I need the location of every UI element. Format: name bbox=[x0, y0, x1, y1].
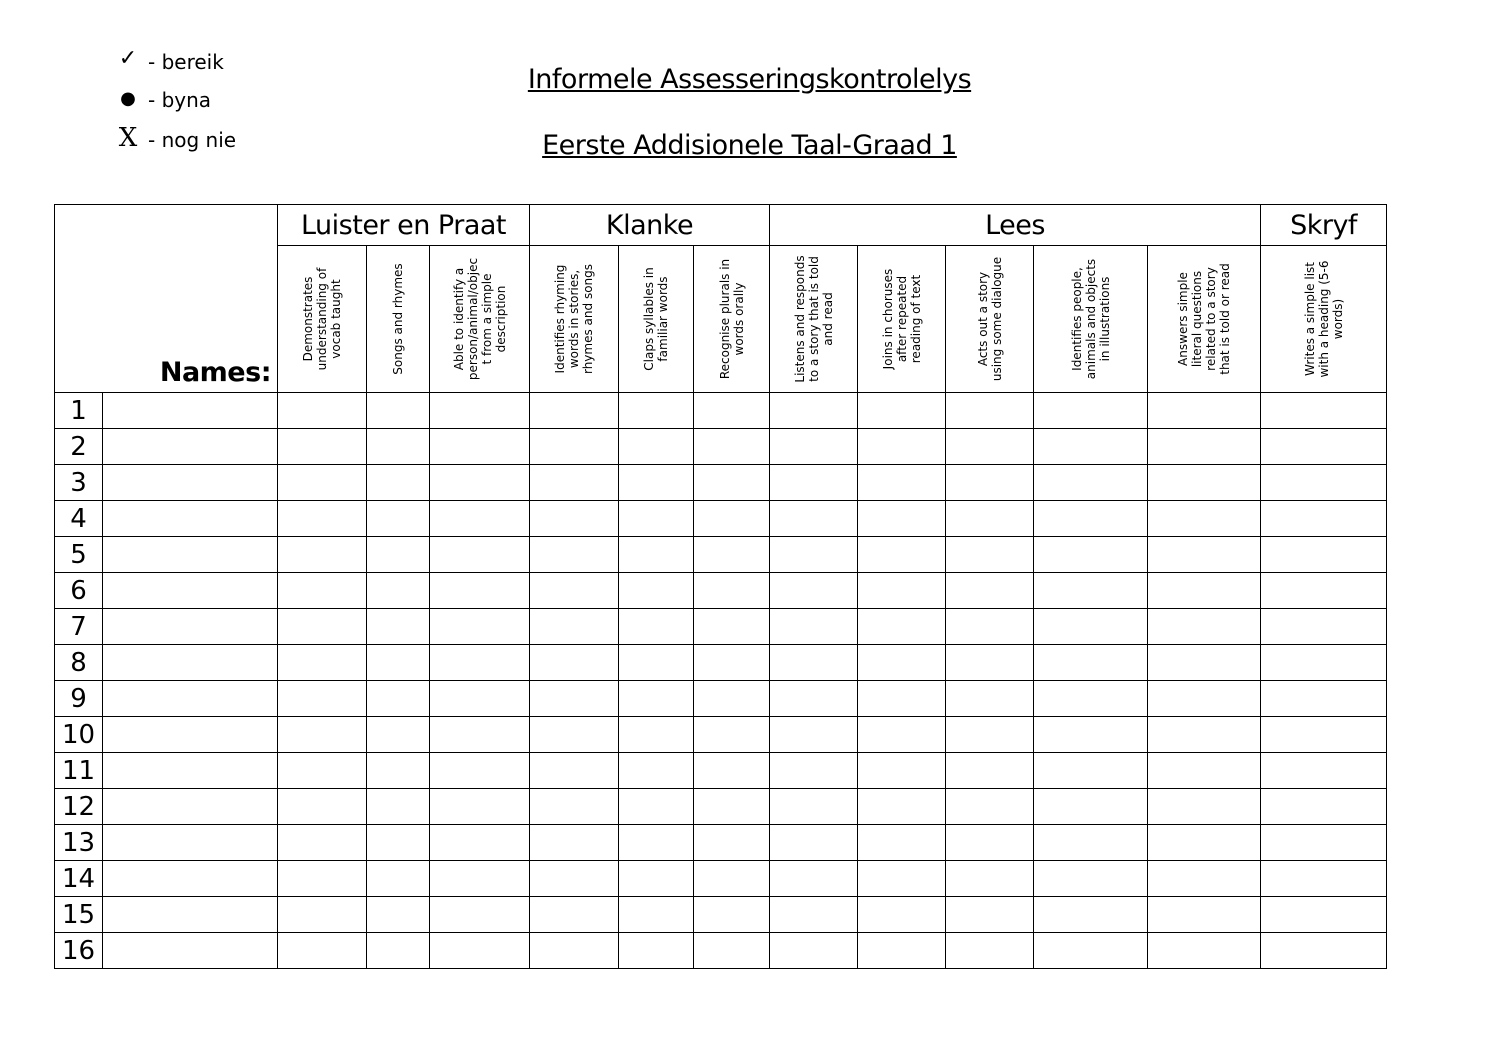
assessment-cell[interactable] bbox=[1261, 645, 1387, 681]
criterion-header bbox=[770, 246, 858, 393]
criterion-label: Recognise plurals in words orally bbox=[717, 258, 746, 380]
row-number: 7 bbox=[55, 609, 103, 645]
assessment-cell[interactable] bbox=[770, 681, 858, 717]
assessment-cell[interactable] bbox=[858, 789, 946, 825]
criterion-label: Acts out a story using some dialogue bbox=[975, 256, 1004, 382]
assessment-cell[interactable] bbox=[694, 933, 770, 969]
name-cell[interactable] bbox=[103, 501, 278, 537]
assessment-cell[interactable] bbox=[278, 609, 367, 645]
assessment-cell[interactable] bbox=[946, 789, 1034, 825]
assessment-cell[interactable] bbox=[946, 825, 1034, 861]
assessment-cell[interactable] bbox=[694, 573, 770, 609]
row-number: 6 bbox=[55, 573, 103, 609]
criterion-label: Listens and responds to a story that is told and read bbox=[792, 255, 835, 383]
assessment-cell[interactable] bbox=[694, 825, 770, 861]
assessment-cell[interactable] bbox=[1034, 897, 1148, 933]
assessment-cell[interactable] bbox=[694, 753, 770, 789]
assessment-cell[interactable] bbox=[1034, 537, 1148, 573]
assessment-cell[interactable] bbox=[770, 897, 858, 933]
assessment-cell[interactable] bbox=[694, 609, 770, 645]
assessment-cell[interactable] bbox=[530, 429, 619, 465]
assessment-cell[interactable] bbox=[367, 933, 430, 969]
assessment-cell[interactable] bbox=[694, 717, 770, 753]
assessment-cell[interactable] bbox=[858, 933, 946, 969]
table-row bbox=[55, 681, 1387, 717]
name-cell[interactable] bbox=[103, 645, 278, 681]
group-header: Luister en Praat bbox=[278, 205, 530, 246]
assessment-cell[interactable] bbox=[770, 789, 858, 825]
assessment-cell[interactable] bbox=[430, 753, 530, 789]
assessment-cell[interactable] bbox=[530, 465, 619, 501]
assessment-cell[interactable] bbox=[1148, 501, 1261, 537]
names-label: Names: bbox=[159, 357, 271, 388]
name-cell[interactable] bbox=[103, 717, 278, 753]
assessment-cell[interactable] bbox=[1034, 429, 1148, 465]
assessment-cell[interactable] bbox=[619, 501, 694, 537]
assessment-cell[interactable] bbox=[530, 609, 619, 645]
assessment-cell[interactable] bbox=[430, 609, 530, 645]
assessment-cell[interactable] bbox=[946, 573, 1034, 609]
assessment-cell[interactable] bbox=[1261, 717, 1387, 753]
assessment-cell[interactable] bbox=[430, 573, 530, 609]
assessment-cell[interactable] bbox=[946, 753, 1034, 789]
row-number: 13 bbox=[55, 825, 103, 861]
assessment-cell[interactable] bbox=[367, 465, 430, 501]
assessment-cell[interactable] bbox=[530, 501, 619, 537]
assessment-cell[interactable] bbox=[1148, 465, 1261, 501]
assessment-cell[interactable] bbox=[1034, 933, 1148, 969]
assessment-cell[interactable] bbox=[1261, 825, 1387, 861]
group-header: Skryf bbox=[1261, 205, 1387, 246]
table-row bbox=[55, 861, 1387, 897]
assessment-cell[interactable] bbox=[619, 681, 694, 717]
assessment-cell[interactable] bbox=[858, 753, 946, 789]
assessment-cell[interactable] bbox=[530, 861, 619, 897]
assessment-cell[interactable] bbox=[1034, 393, 1148, 429]
assessment-cell[interactable] bbox=[1034, 861, 1148, 897]
group-header: Lees bbox=[770, 205, 1261, 246]
names-header bbox=[55, 205, 278, 393]
row-number: 9 bbox=[55, 681, 103, 717]
criterion-header bbox=[946, 246, 1034, 393]
assessment-cell[interactable] bbox=[430, 429, 530, 465]
assessment-cell[interactable] bbox=[1261, 753, 1387, 789]
name-cell[interactable] bbox=[103, 429, 278, 465]
assessment-cell[interactable] bbox=[619, 717, 694, 753]
criterion-label: Identifies people, animals and objects in illustrations bbox=[1069, 258, 1112, 380]
table-row bbox=[55, 717, 1387, 753]
table-row bbox=[55, 789, 1387, 825]
assessment-cell[interactable] bbox=[1148, 609, 1261, 645]
criterion-header bbox=[694, 246, 770, 393]
assessment-cell[interactable] bbox=[278, 825, 367, 861]
assessment-cell[interactable] bbox=[694, 465, 770, 501]
row-number: 16 bbox=[55, 933, 103, 969]
table-row bbox=[55, 465, 1387, 501]
assessment-cell[interactable] bbox=[278, 429, 367, 465]
assessment-cell[interactable] bbox=[1034, 501, 1148, 537]
row-number: 4 bbox=[55, 501, 103, 537]
assessment-cell[interactable] bbox=[858, 897, 946, 933]
row-number: 14 bbox=[55, 861, 103, 897]
assessment-cell[interactable] bbox=[694, 429, 770, 465]
assessment-cell[interactable] bbox=[530, 825, 619, 861]
assessment-cell[interactable] bbox=[1148, 573, 1261, 609]
assessment-cell[interactable] bbox=[278, 645, 367, 681]
assessment-cell[interactable] bbox=[367, 861, 430, 897]
table-row bbox=[55, 573, 1387, 609]
assessment-cell[interactable] bbox=[946, 609, 1034, 645]
assessment-cell[interactable] bbox=[1034, 681, 1148, 717]
assessment-cell[interactable] bbox=[770, 573, 858, 609]
assessment-cell[interactable] bbox=[619, 537, 694, 573]
table-row bbox=[55, 897, 1387, 933]
assessment-cell[interactable] bbox=[367, 681, 430, 717]
name-cell[interactable] bbox=[103, 465, 278, 501]
assessment-cell[interactable] bbox=[1261, 933, 1387, 969]
assessment-cell[interactable] bbox=[946, 861, 1034, 897]
assessment-cell[interactable] bbox=[367, 609, 430, 645]
assessment-cell[interactable] bbox=[1148, 933, 1261, 969]
assessment-cell[interactable] bbox=[1261, 465, 1387, 501]
assessment-cell[interactable] bbox=[694, 861, 770, 897]
assessment-cell[interactable] bbox=[694, 393, 770, 429]
assessment-cell[interactable] bbox=[1148, 861, 1261, 897]
legend-text: - nog nie bbox=[148, 128, 237, 152]
assessment-cell[interactable] bbox=[619, 609, 694, 645]
assessment-cell[interactable] bbox=[858, 393, 946, 429]
assessment-cell[interactable] bbox=[694, 501, 770, 537]
assessment-cell[interactable] bbox=[858, 861, 946, 897]
criterion-label: Able to identify a person/animal/objec t from a simple description bbox=[451, 257, 508, 381]
assessment-cell[interactable] bbox=[858, 609, 946, 645]
assessment-cell[interactable] bbox=[367, 717, 430, 753]
assessment-cell[interactable] bbox=[770, 609, 858, 645]
criterion-label: Demonstrates understanding of vocab taught bbox=[301, 267, 343, 371]
assessment-cell[interactable] bbox=[770, 825, 858, 861]
assessment-cell[interactable] bbox=[858, 501, 946, 537]
group-header-row bbox=[55, 205, 1387, 246]
assessment-cell[interactable] bbox=[278, 537, 367, 573]
assessment-cell[interactable] bbox=[1034, 609, 1148, 645]
assessment-cell[interactable] bbox=[946, 933, 1034, 969]
criterion-label: Answers simple literal questions related to a story that is told or read bbox=[1176, 263, 1232, 375]
table-row bbox=[55, 645, 1387, 681]
name-cell[interactable] bbox=[103, 609, 278, 645]
assessment-cell[interactable] bbox=[770, 429, 858, 465]
assessment-cell[interactable] bbox=[619, 825, 694, 861]
criterion-label: Claps syllables in familiar words bbox=[642, 267, 670, 371]
name-cell[interactable] bbox=[103, 825, 278, 861]
assessment-cell[interactable] bbox=[619, 789, 694, 825]
assessment-cell[interactable] bbox=[1261, 501, 1387, 537]
assessment-cell[interactable] bbox=[946, 393, 1034, 429]
assessment-cell[interactable] bbox=[430, 933, 530, 969]
criterion-label: Songs and rhymes bbox=[391, 263, 405, 375]
assessment-cell[interactable] bbox=[1034, 645, 1148, 681]
legend-text: - bereik bbox=[148, 50, 224, 74]
assessment-cell[interactable] bbox=[946, 465, 1034, 501]
assessment-cell[interactable] bbox=[430, 681, 530, 717]
assessment-cell[interactable] bbox=[1148, 681, 1261, 717]
assessment-cell[interactable] bbox=[1261, 537, 1387, 573]
criterion-header bbox=[430, 246, 530, 393]
assessment-cell[interactable] bbox=[278, 393, 367, 429]
assessment-cell[interactable] bbox=[278, 897, 367, 933]
assessment-cell[interactable] bbox=[694, 645, 770, 681]
assessment-cell[interactable] bbox=[530, 645, 619, 681]
assessment-cell[interactable] bbox=[530, 753, 619, 789]
assessment-cell[interactable] bbox=[1148, 393, 1261, 429]
criterion-header bbox=[1261, 246, 1387, 393]
assessment-cell[interactable] bbox=[770, 645, 858, 681]
name-cell[interactable] bbox=[103, 537, 278, 573]
assessment-cell[interactable] bbox=[694, 897, 770, 933]
assessment-cell[interactable] bbox=[1261, 393, 1387, 429]
assessment-cell[interactable] bbox=[946, 717, 1034, 753]
name-cell[interactable] bbox=[103, 681, 278, 717]
name-cell[interactable] bbox=[103, 789, 278, 825]
name-cell[interactable] bbox=[103, 933, 278, 969]
assessment-cell[interactable] bbox=[1034, 465, 1148, 501]
assessment-cell[interactable] bbox=[530, 717, 619, 753]
assessment-cell[interactable] bbox=[1034, 753, 1148, 789]
criterion-header bbox=[367, 246, 430, 393]
page-subtitle: Eerste Addisionele Taal-Graad 1 bbox=[542, 130, 957, 161]
criterion-label: Identifies rhyming words in stories, rhymes and songs bbox=[553, 263, 595, 375]
row-number: 3 bbox=[55, 465, 103, 501]
assessment-cell[interactable] bbox=[770, 501, 858, 537]
assessment-cell[interactable] bbox=[530, 537, 619, 573]
assessment-cell[interactable] bbox=[430, 825, 530, 861]
assessment-cell[interactable] bbox=[1034, 573, 1148, 609]
assessment-cell[interactable] bbox=[530, 573, 619, 609]
row-number: 12 bbox=[55, 789, 103, 825]
assessment-cell[interactable] bbox=[1034, 825, 1148, 861]
group-header: Klanke bbox=[530, 205, 770, 246]
row-number: 10 bbox=[55, 717, 103, 753]
assessment-cell[interactable] bbox=[619, 753, 694, 789]
assessment-cell[interactable] bbox=[278, 573, 367, 609]
table-row bbox=[55, 393, 1387, 429]
assessment-cell[interactable] bbox=[430, 501, 530, 537]
assessment-cell[interactable] bbox=[946, 537, 1034, 573]
assessment-cell[interactable] bbox=[530, 393, 619, 429]
assessment-cell[interactable] bbox=[1261, 789, 1387, 825]
assessment-cell[interactable] bbox=[1148, 825, 1261, 861]
assessment-cell[interactable] bbox=[694, 537, 770, 573]
assessment-cell[interactable] bbox=[430, 861, 530, 897]
assessment-cell[interactable] bbox=[1148, 897, 1261, 933]
assessment-cell[interactable] bbox=[430, 645, 530, 681]
assessment-cell[interactable] bbox=[858, 537, 946, 573]
table-row bbox=[55, 609, 1387, 645]
assessment-cell[interactable] bbox=[367, 501, 430, 537]
assessment-cell[interactable] bbox=[946, 681, 1034, 717]
assessment-cell[interactable] bbox=[619, 645, 694, 681]
assessment-cell[interactable] bbox=[278, 501, 367, 537]
assessment-cell[interactable] bbox=[367, 645, 430, 681]
assessment-cell[interactable] bbox=[367, 825, 430, 861]
assessment-cell[interactable] bbox=[770, 465, 858, 501]
row-number: 15 bbox=[55, 897, 103, 933]
assessment-cell[interactable] bbox=[858, 681, 946, 717]
assessment-cell[interactable] bbox=[367, 393, 430, 429]
assessment-cell[interactable] bbox=[367, 789, 430, 825]
assessment-cell[interactable] bbox=[619, 573, 694, 609]
criterion-label: Joins in choruses after repeated reading of text bbox=[880, 268, 923, 370]
assessment-cell[interactable] bbox=[619, 897, 694, 933]
assessment-cell[interactable] bbox=[770, 393, 858, 429]
assessment-cell[interactable] bbox=[619, 393, 694, 429]
assessment-cell[interactable] bbox=[858, 573, 946, 609]
assessment-cell[interactable] bbox=[946, 501, 1034, 537]
assessment-cell[interactable] bbox=[858, 645, 946, 681]
row-number: 1 bbox=[55, 393, 103, 429]
row-number: 8 bbox=[55, 645, 103, 681]
assessment-cell[interactable] bbox=[946, 429, 1034, 465]
assessment-cell[interactable] bbox=[530, 681, 619, 717]
assessment-cell[interactable] bbox=[858, 429, 946, 465]
assessment-cell[interactable] bbox=[278, 861, 367, 897]
assessment-cell[interactable] bbox=[1148, 789, 1261, 825]
page-title: Informele Assesseringskontrolelys bbox=[527, 64, 972, 95]
table-row bbox=[55, 753, 1387, 789]
table-row bbox=[55, 501, 1387, 537]
name-cell[interactable] bbox=[103, 753, 278, 789]
assessment-table bbox=[54, 204, 1387, 969]
assessment-cell[interactable] bbox=[694, 681, 770, 717]
assessment-cell[interactable] bbox=[530, 897, 619, 933]
dot-icon: ● bbox=[120, 88, 136, 109]
criterion-header bbox=[858, 246, 946, 393]
assessment-cell[interactable] bbox=[1148, 717, 1261, 753]
assessment-cell[interactable] bbox=[858, 465, 946, 501]
assessment-cell[interactable] bbox=[770, 933, 858, 969]
assessment-cell[interactable] bbox=[430, 897, 530, 933]
table-body bbox=[55, 393, 1387, 969]
assessment-cell[interactable] bbox=[694, 789, 770, 825]
assessment-cell[interactable] bbox=[430, 393, 530, 429]
assessment-cell[interactable] bbox=[367, 537, 430, 573]
assessment-cell[interactable] bbox=[1148, 429, 1261, 465]
assessment-cell[interactable] bbox=[278, 465, 367, 501]
criterion-header bbox=[530, 246, 619, 393]
assessment-cell[interactable] bbox=[278, 717, 367, 753]
assessment-cell[interactable] bbox=[1148, 537, 1261, 573]
name-cell[interactable] bbox=[103, 573, 278, 609]
assessment-cell[interactable] bbox=[1261, 681, 1387, 717]
assessment-cell[interactable] bbox=[430, 717, 530, 753]
assessment-cell[interactable] bbox=[1034, 717, 1148, 753]
assessment-cell[interactable] bbox=[278, 789, 367, 825]
assessment-cell[interactable] bbox=[278, 753, 367, 789]
table-row bbox=[55, 537, 1387, 573]
assessment-cell[interactable] bbox=[946, 645, 1034, 681]
name-cell[interactable] bbox=[103, 861, 278, 897]
table-row bbox=[55, 933, 1387, 969]
table-row bbox=[55, 825, 1387, 861]
assessment-cell[interactable] bbox=[430, 465, 530, 501]
assessment-cell[interactable] bbox=[858, 825, 946, 861]
cross-icon: X bbox=[118, 123, 138, 153]
assessment-cell[interactable] bbox=[430, 789, 530, 825]
assessment-cell[interactable] bbox=[619, 861, 694, 897]
assessment-cell[interactable] bbox=[1148, 645, 1261, 681]
assessment-cell[interactable] bbox=[367, 573, 430, 609]
assessment-cell[interactable] bbox=[1034, 789, 1148, 825]
name-cell[interactable] bbox=[103, 897, 278, 933]
name-cell[interactable] bbox=[103, 393, 278, 429]
assessment-cell[interactable] bbox=[367, 753, 430, 789]
table-row bbox=[55, 429, 1387, 465]
criterion-header bbox=[1148, 246, 1261, 393]
row-number: 5 bbox=[55, 537, 103, 573]
legend-text: - byna bbox=[148, 88, 212, 112]
assessment-cell[interactable] bbox=[1148, 753, 1261, 789]
assessment-cell[interactable] bbox=[278, 933, 367, 969]
assessment-cell[interactable] bbox=[430, 537, 530, 573]
criterion-header bbox=[619, 246, 694, 393]
assessment-cell[interactable] bbox=[770, 717, 858, 753]
assessment-cell[interactable] bbox=[1261, 861, 1387, 897]
row-number: 2 bbox=[55, 429, 103, 465]
check-icon: ✓ bbox=[118, 46, 138, 71]
assessment-cell[interactable] bbox=[367, 429, 430, 465]
assessment-cell[interactable] bbox=[770, 753, 858, 789]
assessment-cell[interactable] bbox=[858, 717, 946, 753]
criterion-header bbox=[1034, 246, 1148, 393]
assessment-cell[interactable] bbox=[1261, 897, 1387, 933]
assessment-cell[interactable] bbox=[946, 897, 1034, 933]
assessment-cell[interactable] bbox=[530, 933, 619, 969]
assessment-cell[interactable] bbox=[770, 537, 858, 573]
assessment-cell[interactable] bbox=[619, 429, 694, 465]
row-number: 11 bbox=[55, 753, 103, 789]
assessment-cell[interactable] bbox=[278, 681, 367, 717]
assessment-cell[interactable] bbox=[619, 465, 694, 501]
criterion-header bbox=[278, 246, 367, 393]
assessment-cell[interactable] bbox=[530, 789, 619, 825]
criterion-label: Writes a simple list with a heading (5-6 words) bbox=[1302, 260, 1345, 378]
assessment-cell[interactable] bbox=[1261, 429, 1387, 465]
assessment-cell[interactable] bbox=[1261, 609, 1387, 645]
assessment-cell[interactable] bbox=[619, 933, 694, 969]
assessment-cell[interactable] bbox=[367, 897, 430, 933]
assessment-cell[interactable] bbox=[1261, 573, 1387, 609]
assessment-cell[interactable] bbox=[770, 861, 858, 897]
